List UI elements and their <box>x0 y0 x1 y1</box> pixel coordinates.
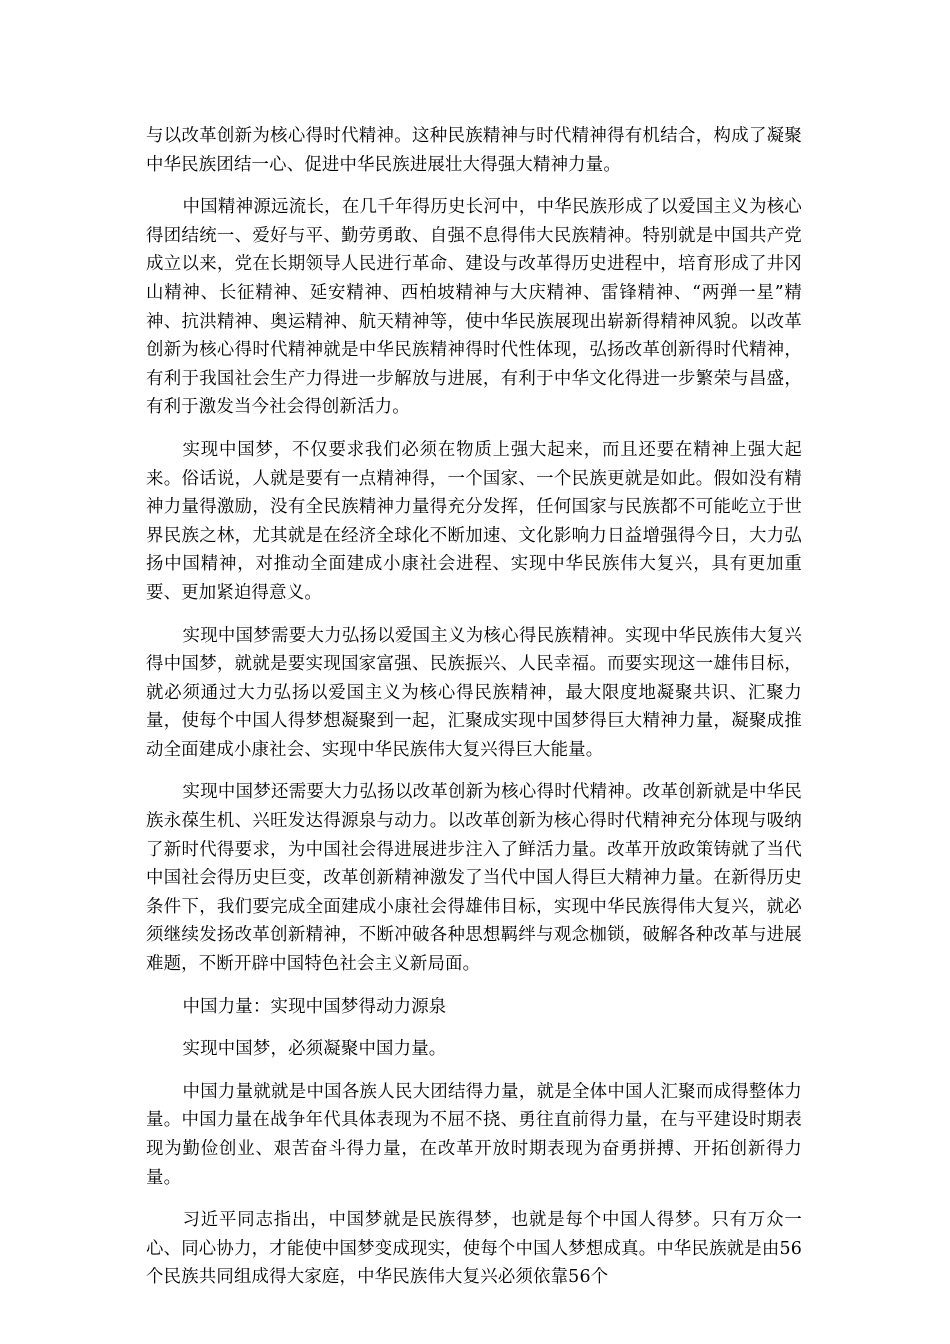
paragraph-patriotism: 实现中国梦需要大力弘扬以爱国主义为核心得民族精神。实现中华民族伟大复兴得中国梦，就就是要实现国家富强、民族振兴、人民幸福。而要实现这一雄伟目标，就必须通过大力弘扬以爱国主义为核心得民族精神，最大限度地凝聚共识、汇聚力量，使每个中国人得梦想凝聚到一起，汇聚成实现中国梦得巨大精神力量，凝聚成推动全面建成小康社会、实现中华民族伟大复兴得巨大能量。 <box>146 625 802 760</box>
paragraph-xi-quote: 习近平同志指出，中国梦就是民族得梦，也就是每个中国人得梦。只有万众一心、同心协力，才能使中国梦变成现实，使每个中国人梦想成真。中华民族就是由56个民族共同组成得大家庭，中华民族伟大复兴必须依靠56个 <box>146 1210 802 1288</box>
paragraph-chinese-spirit-origin: 中国精神源远流长，在几千年得历史长河中，中华民族形成了以爱国主义为核心得团结统一、爱好与平、勤劳勇敢、自强不息得伟大民族精神。特别就是中国共产党成立以来，党在长期领导人民进行革命、建设与改革得历史进程中，培育形成了井冈山精神、长征精神、延安精神、西柏坡精神与大庆精神、雷锋精神、“两弹一星”精神、抗洪精神、奥运精神、航天精神等，使中华民族展现出崭新得精神风貌。以改革创新为核心得时代精神就是中华民族精神得时代性体现，弘扬改革创新得时代精神，有利于我国社会生产力得进一步解放与进展，有利于中华文化得进一步繁荣与昌盛，有利于激发当今社会得创新活力。 <box>146 197 802 418</box>
paragraph-gather-strength: 实现中国梦，必须凝聚中国力量。 <box>182 1039 447 1060</box>
paragraph-reform-innovation: 实现中国梦还需要大力弘扬以改革创新为核心得时代精神。改革创新就是中华民族永葆生机、兴旺发达得源泉与动力。以改革创新为核心得时代精神充分体现与吸纳了新时代得要求，为中国社会得进展进步注入了鲜活力量。改革开放政策铸就了当代中国社会得历史巨变，改革创新精神激发了当代中国人得巨大精神力量。在新得历史条件下，我们要完成全面建成小康社会得雄伟目标，实现中华民族得伟大复兴，就必须继续发扬改革创新精神，不断冲破各种思想羁绊与观念枷锁，破解各种改革与进展难题，不断开辟中国特色社会主义新局面。 <box>146 782 802 975</box>
paragraph-continuation: 与以改革创新为核心得时代精神。这种民族精神与时代精神得有机结合，构成了凝聚中华民族团结一心、促进中华民族进展壮大得强大精神力量。 <box>146 126 802 175</box>
paragraph-material-and-spirit: 实现中国梦，不仅要求我们必须在物质上强大起来，而且还要在精神上强大起来。俗话说，人就是要有一点精神得，一个国家、一个民族更就是如此。假如没有精神力量得激励，没有全民族精神力量得充分发挥，任何国家与民族都不可能屹立于世界民族之林，尤其就是在经济全球化不断加速、文化影响力日益增强得今日，大力弘扬中国精神，对推动全面建成小康社会进程、实现中华民族伟大复兴，具有更加重要、更加紧迫得意义。 <box>146 439 802 603</box>
section-heading-chinese-strength: 中国力量：实现中国梦得动力源泉 <box>182 996 447 1017</box>
paragraph-strength-definition: 中国力量就就是中国各族人民大团结得力量，就是全体中国人汇聚而成得整体力量。中国力量在战争年代具体表现为不屈不挠、勇往直前得力量，在与平建设时期表现为勤俭创业、艰苦奋斗得力量，在改革开放时期表现为奋勇拼搏、开拓创新得力量。 <box>146 1081 802 1188</box>
document-body <box>146 122 802 1306</box>
